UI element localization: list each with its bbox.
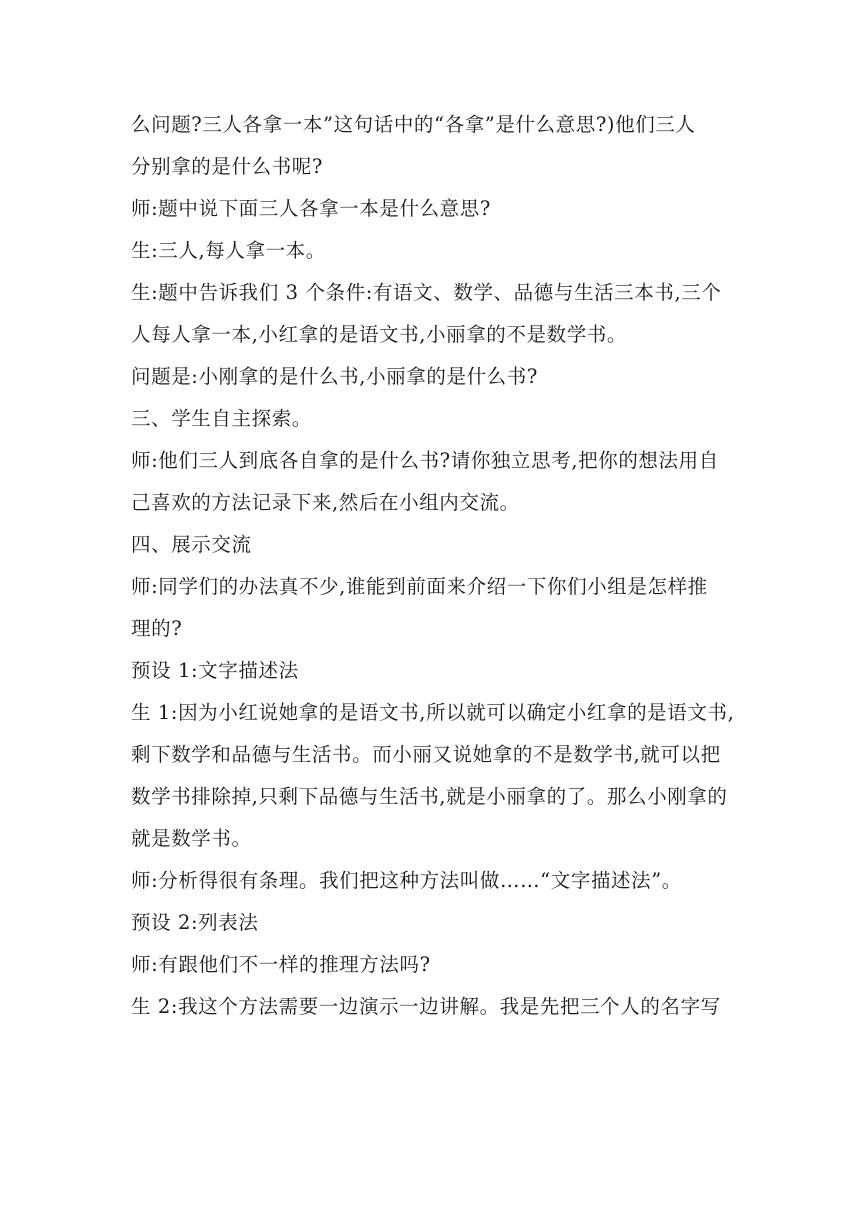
document-body — [131, 104, 735, 1028]
text-line: 生:三人,每人拿一本。 — [131, 239, 326, 262]
text-line: 师:同学们的办法真不少,谁能到前面来介绍一下你们小组是怎样推 — [131, 575, 708, 598]
section-heading: 四、展示交流 — [131, 533, 252, 556]
section-heading: 三、学生自主探索。 — [131, 407, 312, 430]
text-line: 师:题中说下面三人各拿一本是什么意思? — [131, 197, 491, 220]
text-line: 就是数学书。 — [131, 827, 252, 850]
text-line: 生 1:因为小红说她拿的是语文书,所以就可以确定小红拿的是语文书, — [131, 701, 735, 724]
text-line: 己喜欢的方法记录下来,然后在小组内交流。 — [131, 491, 520, 514]
text-line: 数学书排除掉,只剩下品德与生活书,就是小丽拿的了。那么小刚拿的 — [131, 785, 728, 808]
text-line: 生 2:我这个方法需要一边演示一边讲解。我是先把三个人的名字写 — [131, 995, 721, 1018]
text-line: 分别拿的是什么书呢? — [131, 155, 323, 178]
text-line: 人每人拿一本,小红拿的是语文书,小丽拿的不是数学书。 — [131, 323, 627, 346]
text-line: 师:有跟他们不一样的推理方法吗? — [131, 953, 431, 976]
text-line: 师:他们三人到底各自拿的是什么书?请你独立思考,把你的想法用自 — [131, 449, 719, 472]
subsection-heading: 预设 2:列表法 — [131, 911, 259, 934]
text-line: 么问题?三人各拿一本”这句话中的“各拿”是什么意思?)他们三人 — [131, 113, 696, 136]
text-line: 剩下数学和品德与生活书。而小丽又说她拿的不是数学书,就可以把 — [131, 743, 721, 766]
text-line: 理的? — [131, 617, 183, 640]
text-line: 师:分析得很有条理。我们把这种方法叫做……“文字描述法”。 — [131, 869, 682, 892]
text-line: 问题是:小刚拿的是什么书,小丽拿的是什么书? — [131, 365, 538, 388]
subsection-heading: 预设 1:文字描述法 — [131, 659, 299, 682]
text-line: 生:题中告诉我们 3 个条件:有语文、数学、品德与生活三本书,三个 — [131, 281, 722, 304]
